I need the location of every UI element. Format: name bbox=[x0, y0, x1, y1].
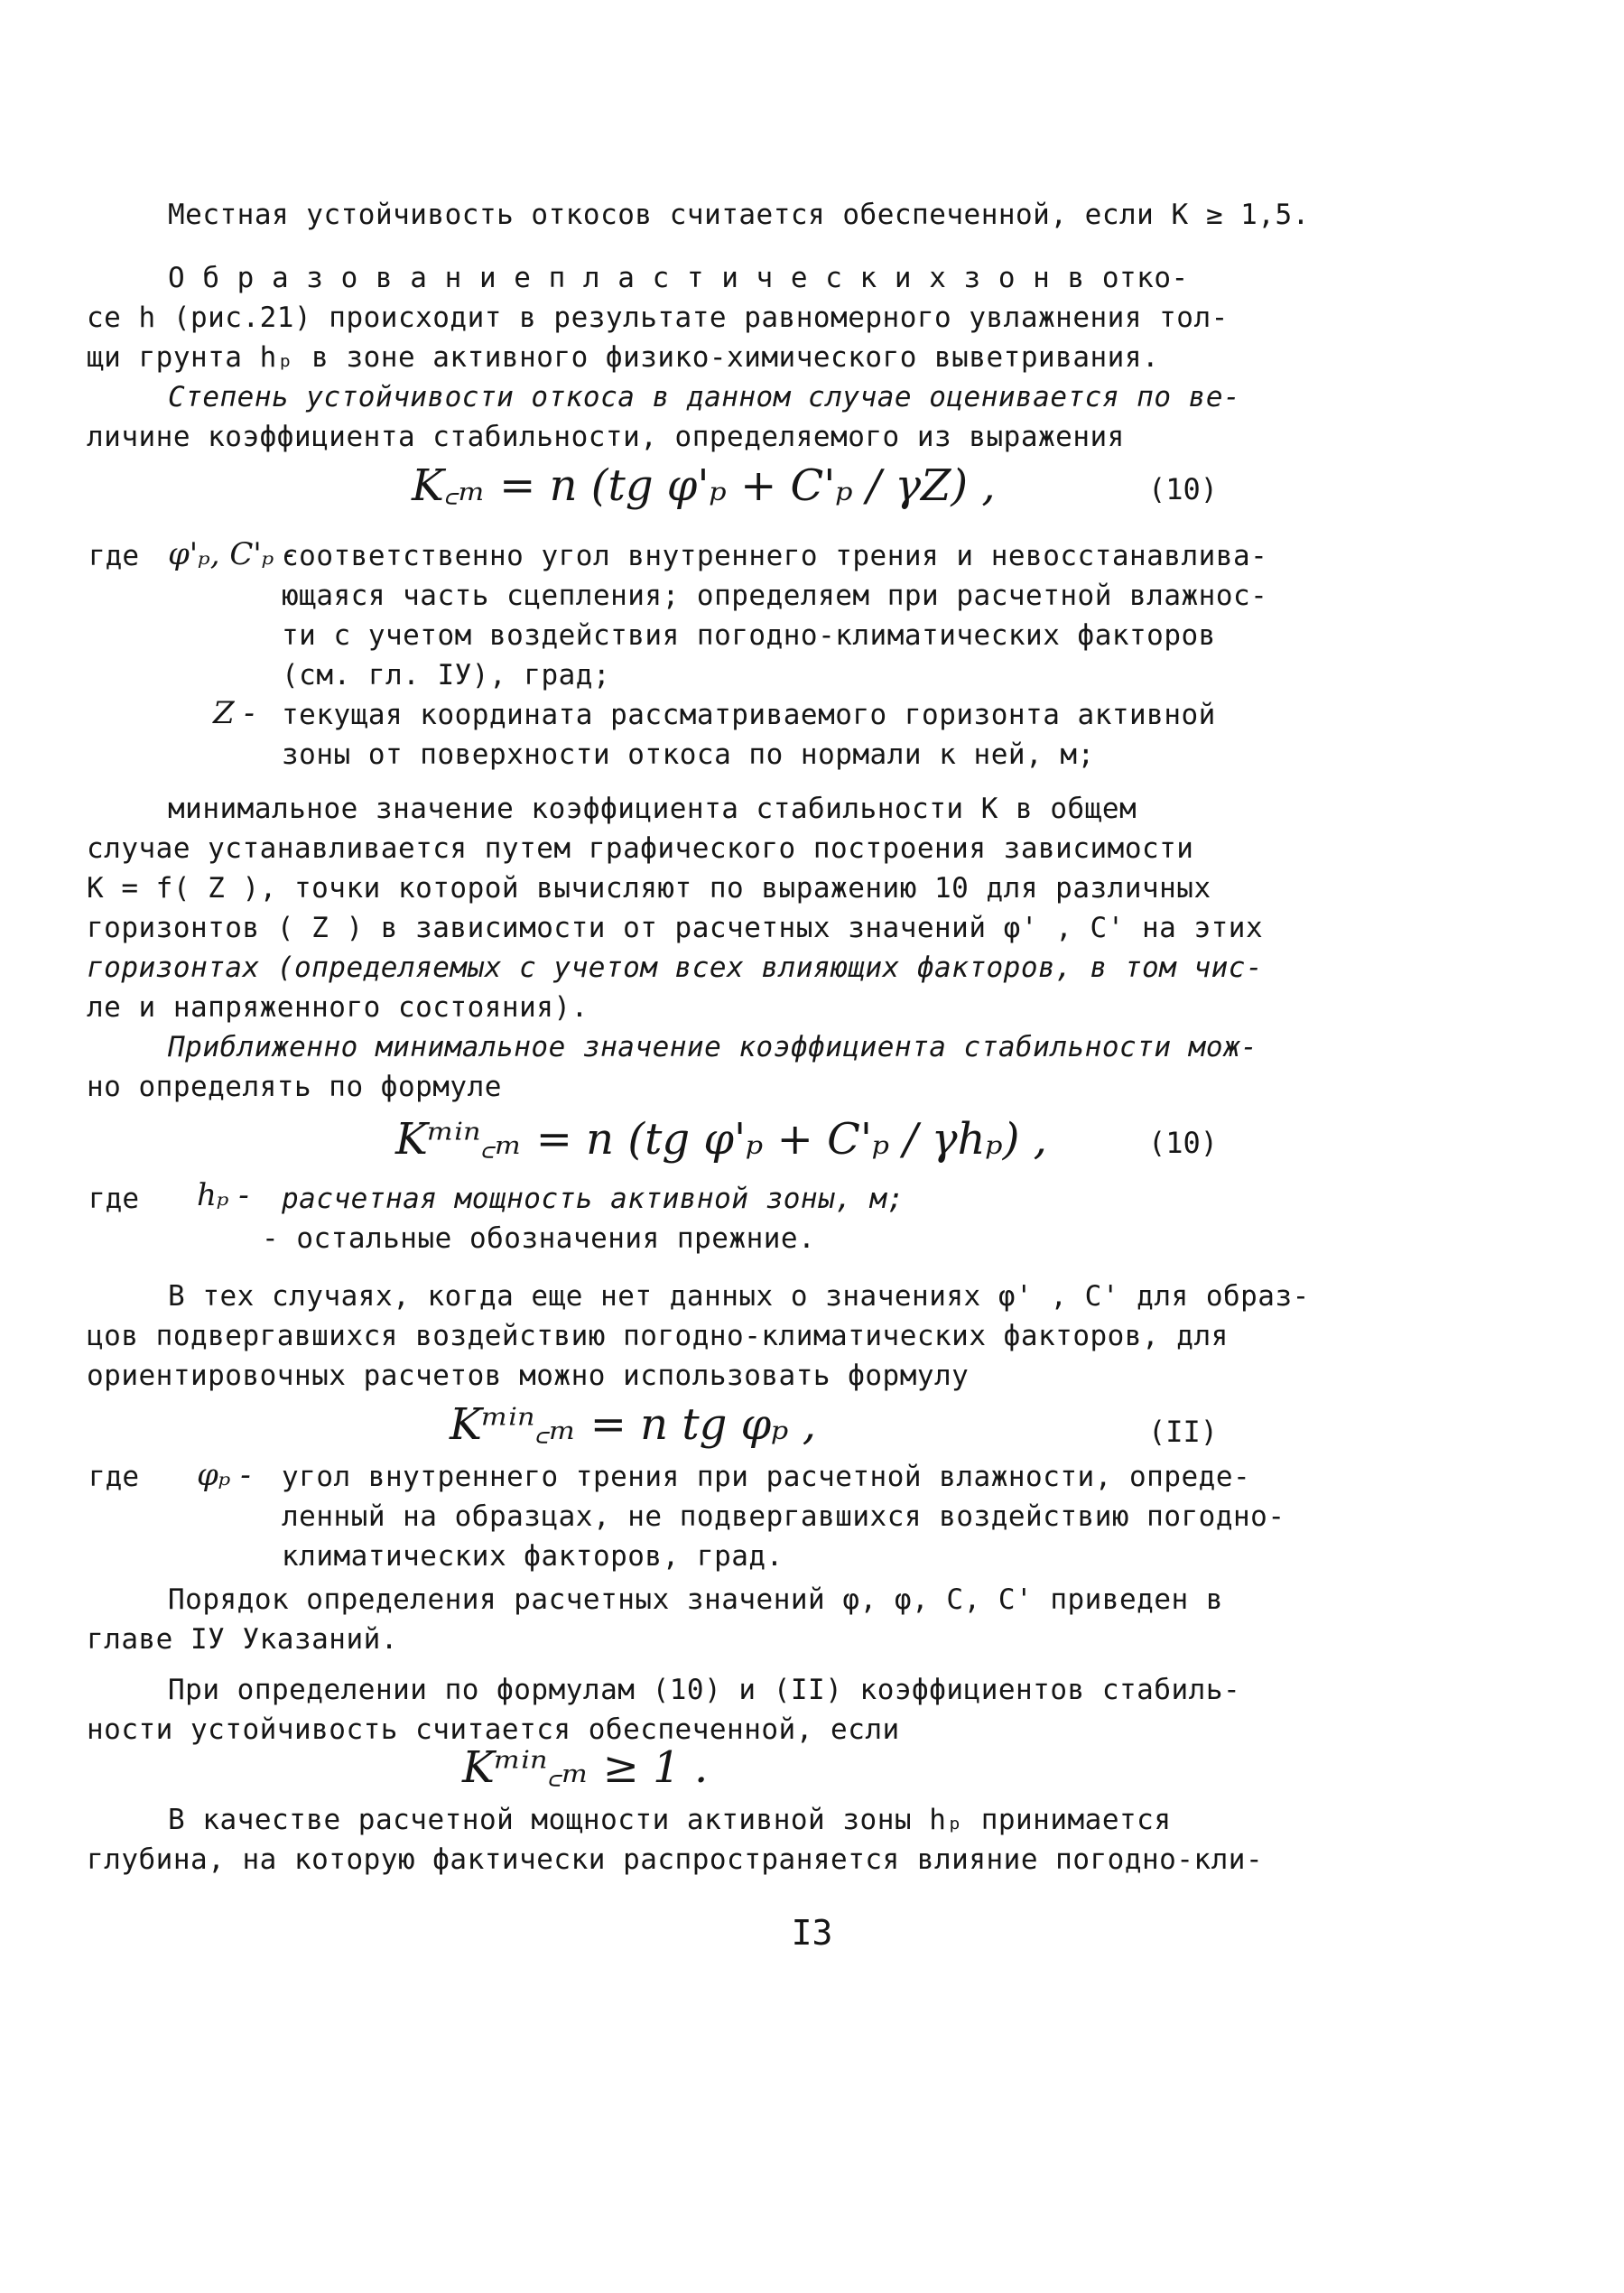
text-line-29: Порядок определения расчетных значений φ, φ, C, C' приведен в bbox=[168, 1583, 1223, 1616]
text-line-21: расчетная мощность активной зоны, м; bbox=[282, 1183, 905, 1215]
formula-10a: K꜀ₘ = n (tg φ'ₚ + C'ₚ / γZ) , bbox=[412, 460, 996, 511]
text-line-20: но определять по формуле bbox=[87, 1071, 502, 1103]
text-line-12: зоны от поверхности откоса по нормали к ней, м; bbox=[282, 738, 1095, 771]
formula-condition: Kᵐⁱⁿ꜀ₘ ≥ 1 . bbox=[462, 1742, 709, 1793]
text-line-1: Местная устойчивость откосов считается обеспеченной, если К ≥ 1,5. bbox=[168, 199, 1310, 231]
text-line-33: В качестве расчетной мощности активной зоны hₚ принимается bbox=[168, 1804, 1172, 1836]
text-line-8: ющаяся часть сцепления; определяем при расчетной влажнос- bbox=[282, 580, 1268, 612]
text-line-26: угол внутреннего трения при расчетной влажности, опреде- bbox=[282, 1461, 1251, 1493]
text-line-6: личине коэффициента стабильности, определяемого из выражения bbox=[87, 421, 1125, 453]
where-label-2: где bbox=[88, 1183, 139, 1215]
text-line-11: текущая координата рассматриваемого горизонта активной bbox=[282, 699, 1216, 731]
text-line-31: При определении по формулам (10) и (II) коэффициентов стабиль- bbox=[168, 1674, 1241, 1706]
text-line-7: соответственно угол внутреннего трения и невосстанавлива- bbox=[282, 540, 1268, 572]
text-line-5: Степень устойчивости откоса в данном случае оценивается по ве- bbox=[168, 381, 1241, 413]
text-line-32: ности устойчивость считается обеспеченной, если bbox=[87, 1713, 900, 1746]
text-line-16: горизонтов ( Z ) в зависимости от расчетных значений φ' , C' на этих bbox=[87, 912, 1264, 944]
where-symbol-phi-c: φ'ₚ, C'ₚ - bbox=[168, 536, 294, 572]
text-line-2: О б р а з о в а н и е п л а с т и ч е с к и х з о н в отко- bbox=[168, 262, 1189, 294]
text-line-23: В тех случаях, когда еще нет данных о значениях φ' , C' для образ- bbox=[168, 1280, 1310, 1313]
text-line-30: главе IУ Указаний. bbox=[87, 1623, 398, 1656]
text-line-4: щи грунта hₚ в зоне активного физико-химического выветривания. bbox=[87, 341, 1160, 374]
where-symbol-h: hₚ - bbox=[197, 1177, 249, 1213]
text-line-27: ленный на образцах, не подвергавшихся воздействию погодно- bbox=[282, 1500, 1285, 1533]
formula-10a-number: (10) bbox=[1148, 472, 1219, 506]
text-line-19: Приближенно минимальное значение коэффициента стабильности мож- bbox=[168, 1031, 1258, 1063]
where-label-3: где bbox=[88, 1461, 139, 1493]
formula-11: Kᵐⁱⁿ꜀ₘ = n tg φₚ , bbox=[450, 1399, 816, 1450]
text-line-34: глубина, на которую фактически распространяется влияние погодно-кли- bbox=[87, 1843, 1264, 1876]
formula-10b: Kᵐⁱⁿ꜀ₘ = n (tg φ'ₚ + C'ₚ / γhₚ) , bbox=[395, 1114, 1047, 1165]
text-line-17: горизонтах (определяемых с учетом всех влияющих факторов, в том чис- bbox=[87, 952, 1264, 984]
text-line-10: (см. гл. IУ), град; bbox=[282, 659, 611, 692]
text-line-14: случае устанавливается путем графического построения зависимости bbox=[87, 832, 1194, 865]
text-line-3: се h (рис.21) происходит в результате равномерного увлажнения тол- bbox=[87, 302, 1229, 334]
formula-11-number: (II) bbox=[1148, 1415, 1219, 1449]
where-symbol-z: Z - bbox=[213, 695, 255, 731]
text-line-22: - остальные обозначения прежние. bbox=[262, 1222, 816, 1255]
text-line-13: минимальное значение коэффициента стабильности К в общем bbox=[168, 793, 1137, 825]
text-line-9: ти с учетом воздействия погодно-климатических факторов bbox=[282, 619, 1216, 652]
text-line-15: К = f( Z ), точки которой вычисляют по выражению 10 для различных bbox=[87, 872, 1211, 905]
text-line-25: ориентировочных расчетов можно использовать формулу bbox=[87, 1360, 970, 1392]
page-number: I3 bbox=[791, 1913, 833, 1953]
formula-10b-number: (10) bbox=[1148, 1126, 1219, 1160]
text-line-24: цов подвергавшихся воздействию погодно-климатических факторов, для bbox=[87, 1320, 1229, 1352]
text-line-18: ле и напряженного состояния). bbox=[87, 991, 589, 1024]
text-line-28: климатических факторов, град. bbox=[282, 1540, 784, 1573]
where-label: где bbox=[88, 540, 139, 572]
where-symbol-phi: φₚ - bbox=[197, 1457, 251, 1493]
